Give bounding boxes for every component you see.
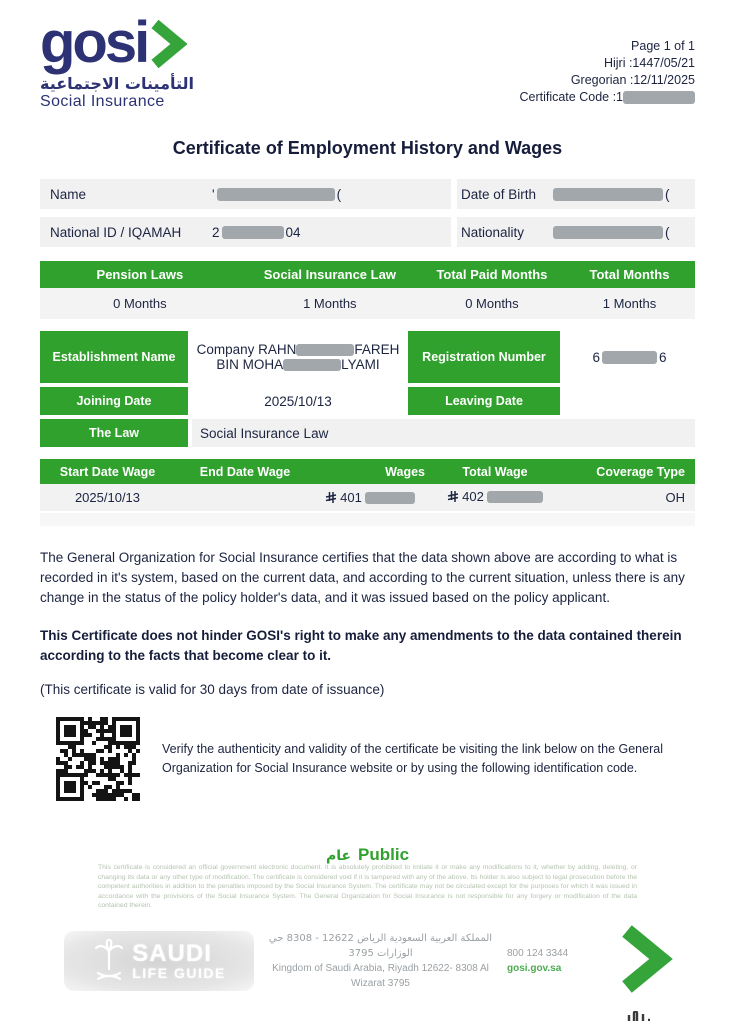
header [40, 10, 695, 110]
fine-print-text: This certificate is considered an official government electronic document. It is absolutely prohibited to imitate it or make any modifications to it, whether by adding, deleting, or changing its data or any other type of modification. The certificate is considered void if it is tampered with any of the above. Its holder is also subject to legal prosecution before the competent authorities in addition to the penalties imposed by the Social Insurance System. The certificate may not be circulated except for the purposes for which it was issued in accordance with the provisions of the Social Insurance System. The General Organization for Social Insurance is not responsible for any forgery or modification of the data contained therein. [98, 864, 637, 909]
website-link[interactable]: gosi.gov.sa [507, 963, 562, 974]
wage-start-date: 2025/10/13 [74, 490, 141, 505]
months-summary-table [40, 261, 695, 319]
establishment-name-redaction-2 [283, 359, 341, 371]
palm-and-swords-icon [92, 939, 126, 983]
verify-instructions: Verify the authenticity and validity of the certificate be visiting the link below on the General Organization for Social Insurance website or by using the following identification code. [162, 742, 663, 775]
establishment-table [40, 331, 695, 447]
summary-col-social-insurance-law: Social Insurance Law [263, 267, 396, 282]
page-number: Page 1 of 1 [631, 39, 695, 53]
establishment-name-label: Establishment Name [40, 331, 188, 383]
field-national-id [40, 217, 451, 247]
field-nationality [457, 217, 695, 247]
phone-number: 800 124 3344 [507, 948, 569, 959]
wage-col-end-date: End Date Wage [199, 464, 291, 479]
qr-code [56, 717, 140, 801]
certificate-code-redaction [623, 91, 695, 104]
gosi-logo [40, 10, 195, 110]
summary-col-total-months: Total Months [589, 267, 670, 282]
joining-date-value: 2025/10/13 [264, 393, 332, 409]
footer [40, 925, 695, 998]
summary-header-row [40, 261, 695, 288]
gosi-address [254, 931, 507, 991]
leaving-date-value [564, 387, 695, 415]
leaving-date-label: Leaving Date [408, 387, 560, 415]
national-id-label: National ID / IQAMAH [50, 224, 182, 240]
coverage-type-value: OH [665, 490, 685, 505]
nationality-label: Nationality [461, 224, 525, 240]
nationality-value: ( [553, 225, 670, 240]
page-title: Certificate of Employment History and Wages [172, 138, 563, 158]
total-paid-months-value: 0 Months [465, 296, 519, 311]
name-label: Name [50, 186, 87, 202]
national-id-value: 2 04 [212, 224, 301, 240]
bottom-cutoff-mark [626, 1008, 652, 1026]
national-id-redaction [222, 226, 284, 239]
total-months-value: 1 Months [602, 296, 657, 311]
saudi-life-guide-watermark [64, 931, 254, 991]
gosi-contact [507, 946, 599, 976]
dob-redaction [553, 188, 663, 201]
classification-arabic: عام [325, 848, 352, 864]
wage-data-row [40, 484, 695, 511]
wage-col-wages: Wages [385, 464, 425, 479]
legal-fine-print [98, 845, 637, 911]
gosi-logo-arrow-icon [151, 20, 187, 72]
nationality-redaction [553, 226, 663, 239]
total-wage-amount: 402 [425, 489, 565, 506]
wage-col-start-date: Start Date Wage [59, 464, 156, 479]
hijri-date: Hijri :1447/05/21 [603, 56, 695, 70]
personal-info [40, 179, 695, 247]
validity-note: (This certificate is valid for 30 days from date of issuance) [40, 682, 385, 697]
wage-col-coverage-type: Coverage Type [596, 464, 685, 479]
total-wage-redaction [487, 491, 543, 503]
wage-col-total-wage: Total Wage [462, 464, 528, 479]
verification-section [40, 717, 695, 801]
address-arabic: المملكة العربية السعودية الرياض 12622 - 8308 حي الوزارات 3795 [268, 933, 493, 959]
wage-header-row [40, 459, 695, 484]
certification-paragraph: The General Organization for Social Insurance certifies that the data shown above are according to what is recorded in it's system, based on the current data, and according to the current situation, unless there is any change in the status of the policy holder's data, and it was issued based on the policy applicant. [40, 550, 685, 605]
summary-value-row [40, 288, 695, 319]
dob-value: ( [553, 187, 670, 202]
registration-number-label: Registration Number [408, 331, 560, 383]
establishment-name-redaction-1 [296, 344, 354, 356]
name-redaction [217, 188, 335, 201]
field-name [40, 179, 451, 209]
logo-arabic-text: التأمينات الاجتماعية [40, 74, 195, 93]
name-value: ' ( [212, 186, 342, 202]
saudi-riyal-icon [325, 491, 337, 504]
saudi-riyal-icon [447, 490, 459, 503]
document-meta [519, 38, 695, 106]
summary-col-total-paid-months: Total Paid Months [436, 267, 548, 282]
classification-english: Public [358, 845, 410, 864]
the-law-label: The Law [40, 419, 188, 447]
gosi-wordmark: gosi [40, 10, 148, 75]
social-insurance-law-value: 1 Months [303, 296, 357, 311]
establishment-name-value: Company RAHN FAREH BIN MOHA LYAMI [196, 342, 400, 372]
classification-badge [326, 845, 409, 865]
dob-label: Date of Birth [461, 186, 537, 202]
summary-col-pension-laws: Pension Laws [96, 267, 184, 282]
address-english: Kingdom of Saudi Arabia, Riyadh 12622- 8308 Al Wizarat 3795 [272, 963, 489, 989]
joining-date-label: Joining Date [40, 387, 188, 415]
certificate-code: Certificate Code :1 [519, 89, 695, 106]
amendments-paragraph: This Certificate does not hinder GOSI's right to make any amendments to the data contained therein according to the facts that become clear to it. [40, 628, 682, 663]
registration-redaction [602, 351, 657, 364]
watermark-text: SAUDI LIFE GUIDE [132, 940, 226, 981]
footer-chevron-icon [621, 925, 673, 998]
logo-english-text: Social Insurance [40, 93, 165, 110]
wage-amount-redaction [365, 492, 415, 504]
wage-table [40, 459, 695, 526]
pension-laws-value: 0 Months [113, 296, 167, 311]
gregorian-date: Gregorian :12/11/2025 [570, 73, 695, 87]
registration-number-value: 6 6 [592, 349, 667, 365]
wage-amount: 401 [315, 490, 425, 505]
field-dob [457, 179, 695, 209]
wage-empty-row [40, 513, 695, 526]
the-law-value: Social Insurance Law [192, 419, 695, 447]
